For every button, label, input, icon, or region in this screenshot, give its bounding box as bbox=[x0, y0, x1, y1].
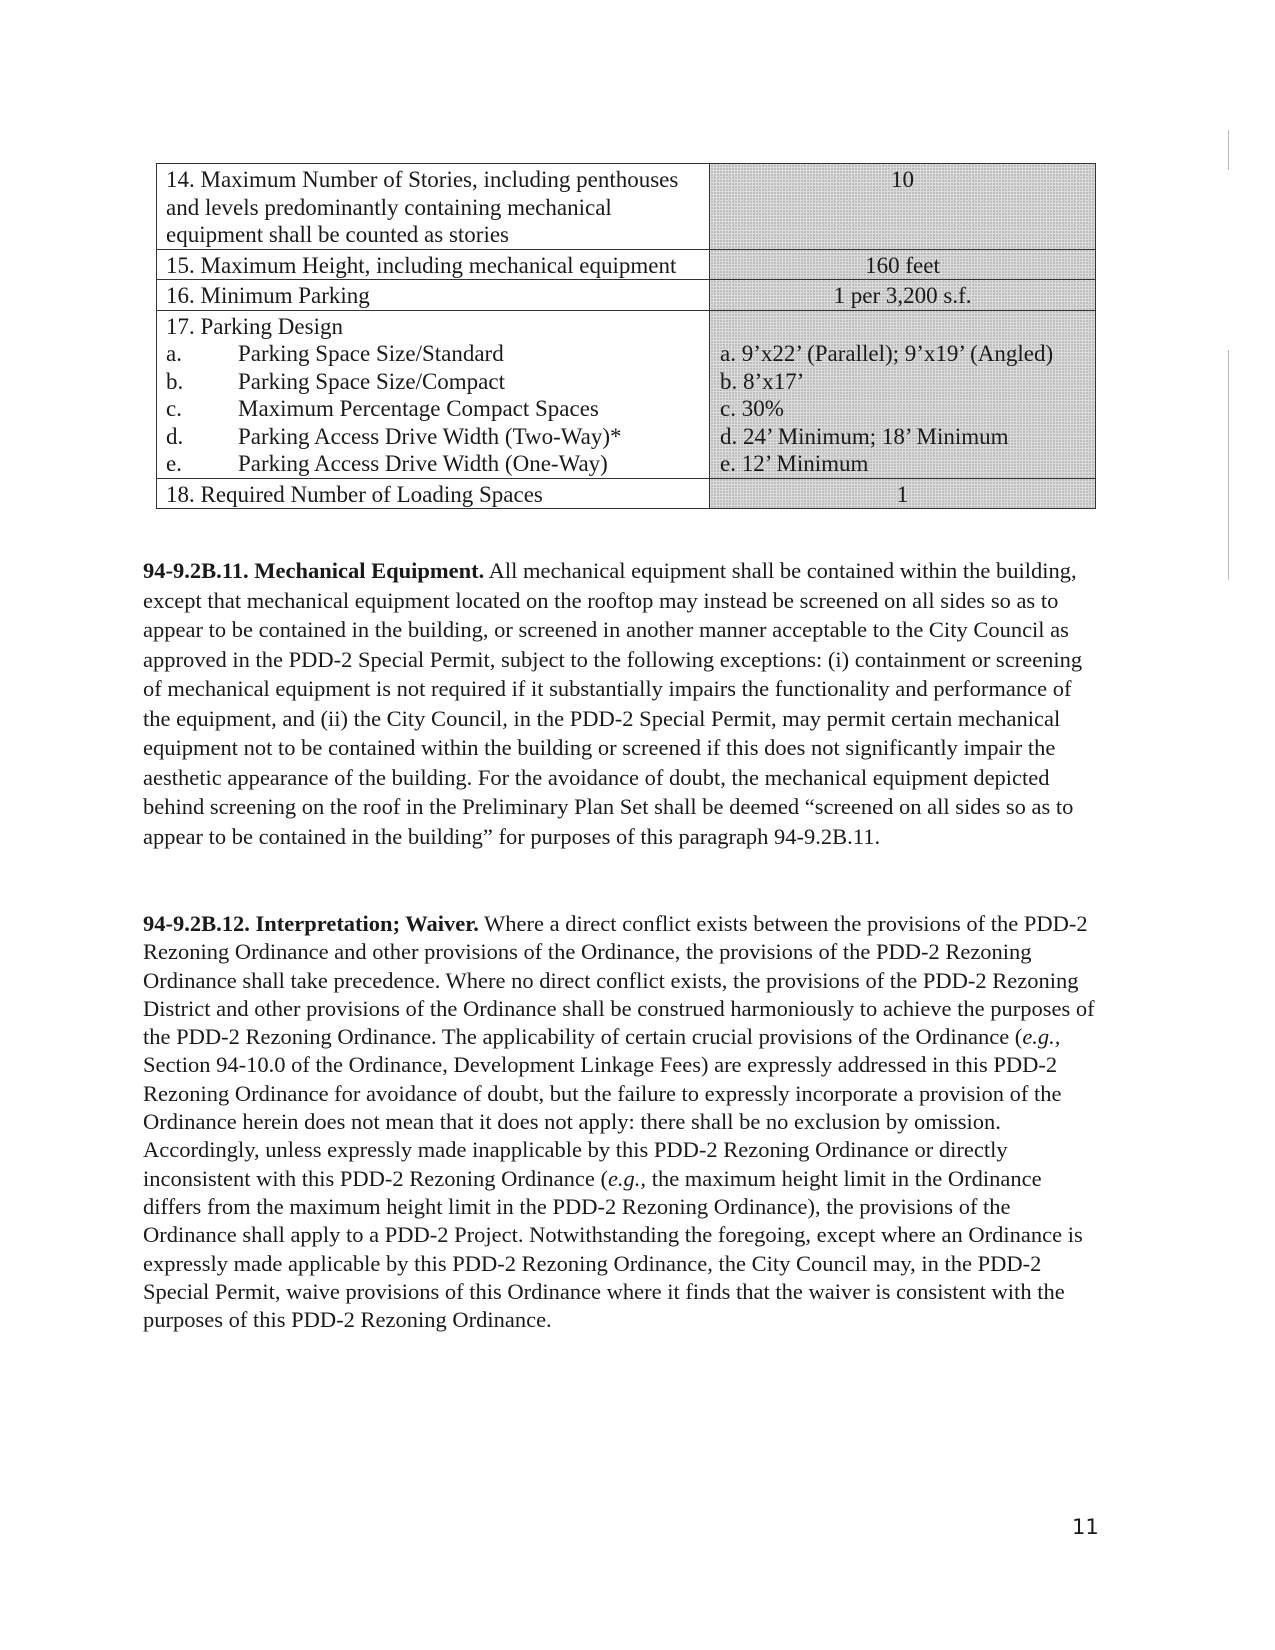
dimensional-requirements-table bbox=[156, 163, 1096, 509]
parking-subitem bbox=[166, 395, 701, 423]
scan-margin-mark bbox=[1228, 130, 1229, 170]
subitem-letter: a. bbox=[166, 341, 182, 366]
section-mechanical-equipment bbox=[143, 556, 1103, 851]
parking-subitem bbox=[166, 423, 701, 451]
page-number: 11 bbox=[1072, 1515, 1099, 1539]
table-row bbox=[157, 478, 1096, 509]
subitem-letter: e. bbox=[166, 451, 182, 476]
table-row bbox=[157, 164, 1096, 250]
row-value: 1 per 3,200 s.f. bbox=[710, 280, 1096, 311]
parking-value: a. 9’x22’ (Parallel); 9’x19’ (Angled) bbox=[720, 341, 1054, 366]
table-row bbox=[157, 249, 1096, 280]
subitem-text: Parking Space Size/Standard bbox=[238, 341, 504, 366]
section-heading: 94-9.2B.11. Mechanical Equipment. bbox=[143, 558, 485, 583]
parking-design-heading: 17. Parking Design bbox=[166, 313, 343, 339]
parking-subitem bbox=[166, 450, 701, 478]
parking-value: d. 24’ Minimum; 18’ Minimum bbox=[720, 423, 1009, 449]
subitem-text: Maximum Percentage Compact Spaces bbox=[238, 396, 599, 421]
section-body: the maximum height limit in the Ordinance differs from the maximum height limit in the PDD-2 Rezoning Ordinance), the provisions of the Ordinance shall apply to a PDD-2 Project. Notwithstanding the foregoing, except where an Ordinance is expressly made applicable by this PDD-2 Rezoning Ordinance, the City Council may, in the PDD-2 Special Permit, waive provisions of this Ordinance where it finds that the waiver is consistent with the purposes of this PDD-2 Rezoning Ordinance. bbox=[143, 1165, 1083, 1333]
row-label bbox=[157, 310, 710, 478]
row-value: 160 feet bbox=[710, 249, 1096, 280]
row-value: 10 bbox=[710, 164, 1096, 250]
parking-value: e. 12’ Minimum bbox=[720, 451, 869, 476]
row-value bbox=[710, 310, 1096, 478]
parking-subitem bbox=[166, 340, 701, 368]
table-row-parking-design bbox=[157, 310, 1096, 478]
row-label: 18. Required Number of Loading Spaces bbox=[157, 478, 710, 509]
section-body: Section 94-10.0 of the Ordinance, Development Linkage Fees) are expressly addressed in this PDD-2 Rezoning Ordinance for avoidance of doubt, but the failure to expressly incorporate a provision of the Ordinance herein does not mean that it does not apply: there shall be no exclusion by omission. Accordingly, unless expressly made inapplicable by this PDD-2 Rezoning Ordinance or directly inconsistent with this PDD-2 Rezoning Ordinance ( bbox=[143, 1052, 1062, 1191]
row-label: 15. Maximum Height, including mechanical equipment bbox=[157, 249, 710, 280]
row-value: 1 bbox=[710, 478, 1096, 509]
subitem-text: Parking Access Drive Width (One-Way) bbox=[238, 451, 608, 476]
section-body: Where a direct conflict exists between the provisions of the PDD-2 Rezoning Ordinance and other provisions of the Ordinance, the provisions of the PDD-2 Rezoning Ordinance shall take precedence. Where no direct conflict exists, the provisions of the PDD-2 Rezoning District and other provisions of the Ordinance shall be construed harmoniously to achieve the purposes of the PDD-2 Rezoning Ordinance. The applicability of certain crucial provisions of the Ordinance ( bbox=[143, 911, 1095, 1050]
subitem-text: Parking Space Size/Compact bbox=[238, 368, 505, 394]
subitem-letter: c. bbox=[166, 396, 182, 421]
section-heading: 94-9.2B.12. Interpretation; Waiver. bbox=[143, 911, 479, 936]
emphasis-eg: e.g., bbox=[607, 1165, 647, 1191]
emphasis-eg: e.g., bbox=[1022, 1024, 1061, 1050]
parking-value: b. 8’x17’ bbox=[720, 368, 805, 394]
parking-subitem bbox=[166, 368, 701, 396]
row-label: 16. Minimum Parking bbox=[157, 280, 710, 311]
section-body: All mechanical equipment shall be contained within the building, except that mechanical equipment located on the rooftop may instead be screened on all sides so as to appear to be contained in the building, or screened in another manner acceptable to the City Council as approved in the PDD-2 Special Permit, subject to the following exceptions: (i) containment or screening of mechanical equipment is not required if it substantially impairs the functionality and performance of the equipment, and (ii) the City Council, in the PDD-2 Special Permit, may permit certain mechanical equipment not to be contained within the building or screened if this does not significantly impair the aesthetic appearance of the building. For the avoidance of doubt, the mechanical equipment depicted behind screening on the roof in the Preliminary Plan Set shall be deemed “screened on all sides so as to appear to be contained in the building” for purposes of this paragraph 94-9.2B.11. bbox=[143, 558, 1083, 849]
subitem-letter: b. bbox=[166, 368, 184, 394]
table-row bbox=[157, 280, 1096, 311]
subitem-letter: d. bbox=[166, 423, 184, 449]
section-interpretation-waiver bbox=[143, 910, 1103, 1334]
row-label: 14. Maximum Number of Stories, including penthouses and levels predominantly containing mechanical equipment shall be counted as stories bbox=[157, 164, 710, 250]
subitem-text: Parking Access Drive Width (Two-Way)* bbox=[238, 423, 622, 449]
parking-value: c. 30% bbox=[720, 396, 784, 421]
scan-margin-mark bbox=[1228, 350, 1229, 580]
